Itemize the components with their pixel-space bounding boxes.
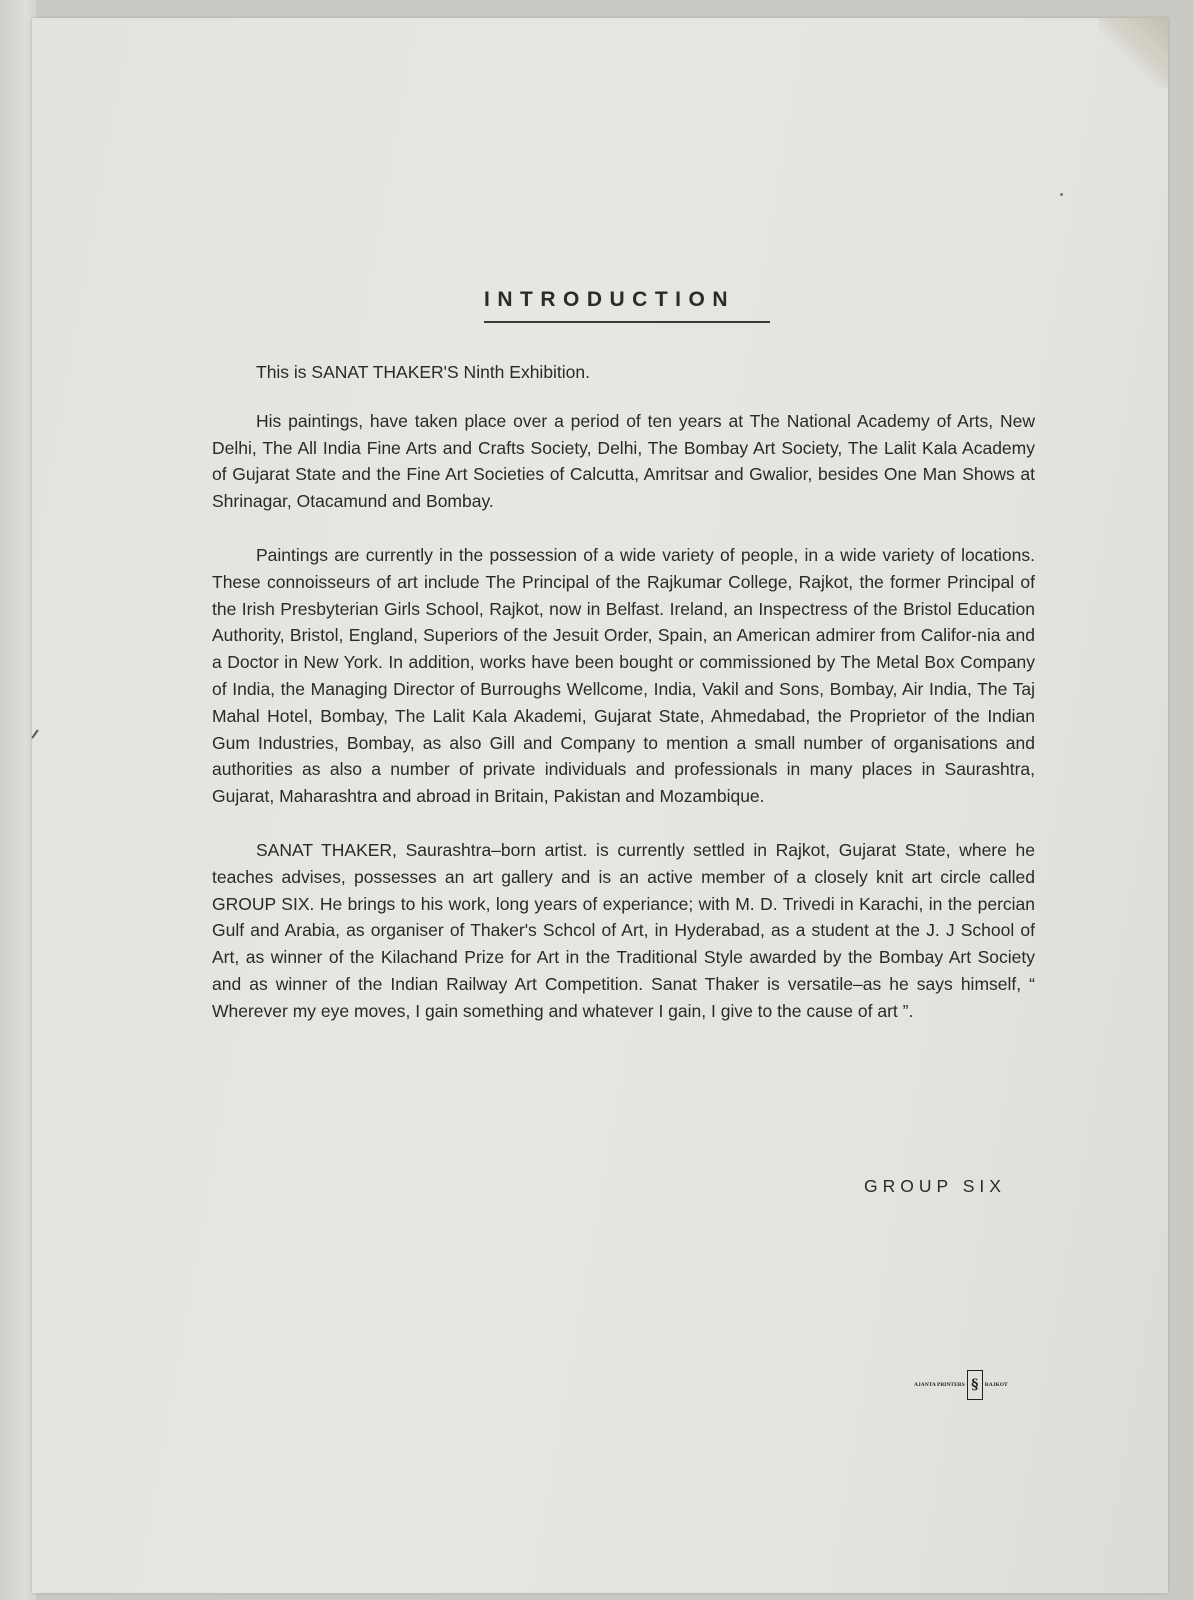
title-underline [484, 321, 770, 323]
paper-speck [1060, 193, 1063, 196]
introduction-body [212, 359, 1035, 1052]
back-sheet-edge [0, 0, 36, 1600]
page-title: INTRODUCTION [484, 288, 735, 311]
corner-fold [1098, 18, 1168, 88]
signature: GROUP SIX [864, 1176, 1006, 1196]
printer-imprint [914, 1370, 1008, 1400]
paragraph-4: SANAT THAKER, Saurashtra–born artist. is currently settled in Rajkot, Gujarat State, where he teaches advises, possesses an art gallery and is an active member of a closely knit art circle called GROUP SIX. He brings to his work, long years of experiance; with M. D. Trivedi in Karachi, in the percian Gulf and Arabia, as organiser of Thaker's Schcol of Art, in Hyderabad, as a student at the J. J School of Art, as winner of the Kilachand Prize for Art in the Traditional Style awarded by the Bombay Art Society and as winner of the Indian Railway Art Competition. Sanat Thaker is versatile–as he says himself, “ Wherever my eye moves, I gain something and whatever I gain, I give to the cause of art ”. [212, 839, 1035, 1021]
paragraph-1: This is SANAT THAKER'S Ninth Exhibition. [256, 362, 591, 382]
printer-logo-icon: § [967, 1370, 983, 1400]
printer-city: RAJKOT [984, 1382, 1008, 1388]
paragraph-3: Paintings are currently in the possession of a wide variety of people, in a wide variety of locations. These connoisseurs of art include The Principal of the Rajkumar College, Rajkot, the former Principal of the Irish Presbyterian Girls School, Rajkot, now in Belfast. Ireland, an Inspectress of the Bristol Education Authority, Bristol, England, Superiors of the Jesuit Order, Spain, an American admirer from Califor-nia and a Doctor in New York. In addition, works have been bought or commissioned by The Metal Box Company of India, the Managing Director of Burroughs Wellcome, India, Vakil and Sons, Bombay, Air India, The Taj Mahal Hotel, Bombay, The Lalit Kala Akademi, Gujarat State, Ahmedabad, the Proprietor of the Indian Gum Industries, Bombay, as also Gill and Company to mention a small number of organisations and authorities as also a number of private individuals and professionals in many places in Saurashtra, Gujarat, Maharashtra and abroad in Britain, Pakistan and Mozambique. [212, 544, 1035, 807]
paragraph-2: His paintings, have taken place over a period of ten years at The National Academy of Arts, New Delhi, The All India Fine Arts and Crafts Society, Delhi, The Bombay Art Society, The Lalit Kala Academy of Gujarat State and the Fine Art Societies of Calcutta, Amritsar and Gwalior, besides One Man Shows at Shrinagar, Otacamund and Bombay. [212, 410, 1035, 512]
printer-name: AJANTA PRINTERS [914, 1382, 965, 1388]
